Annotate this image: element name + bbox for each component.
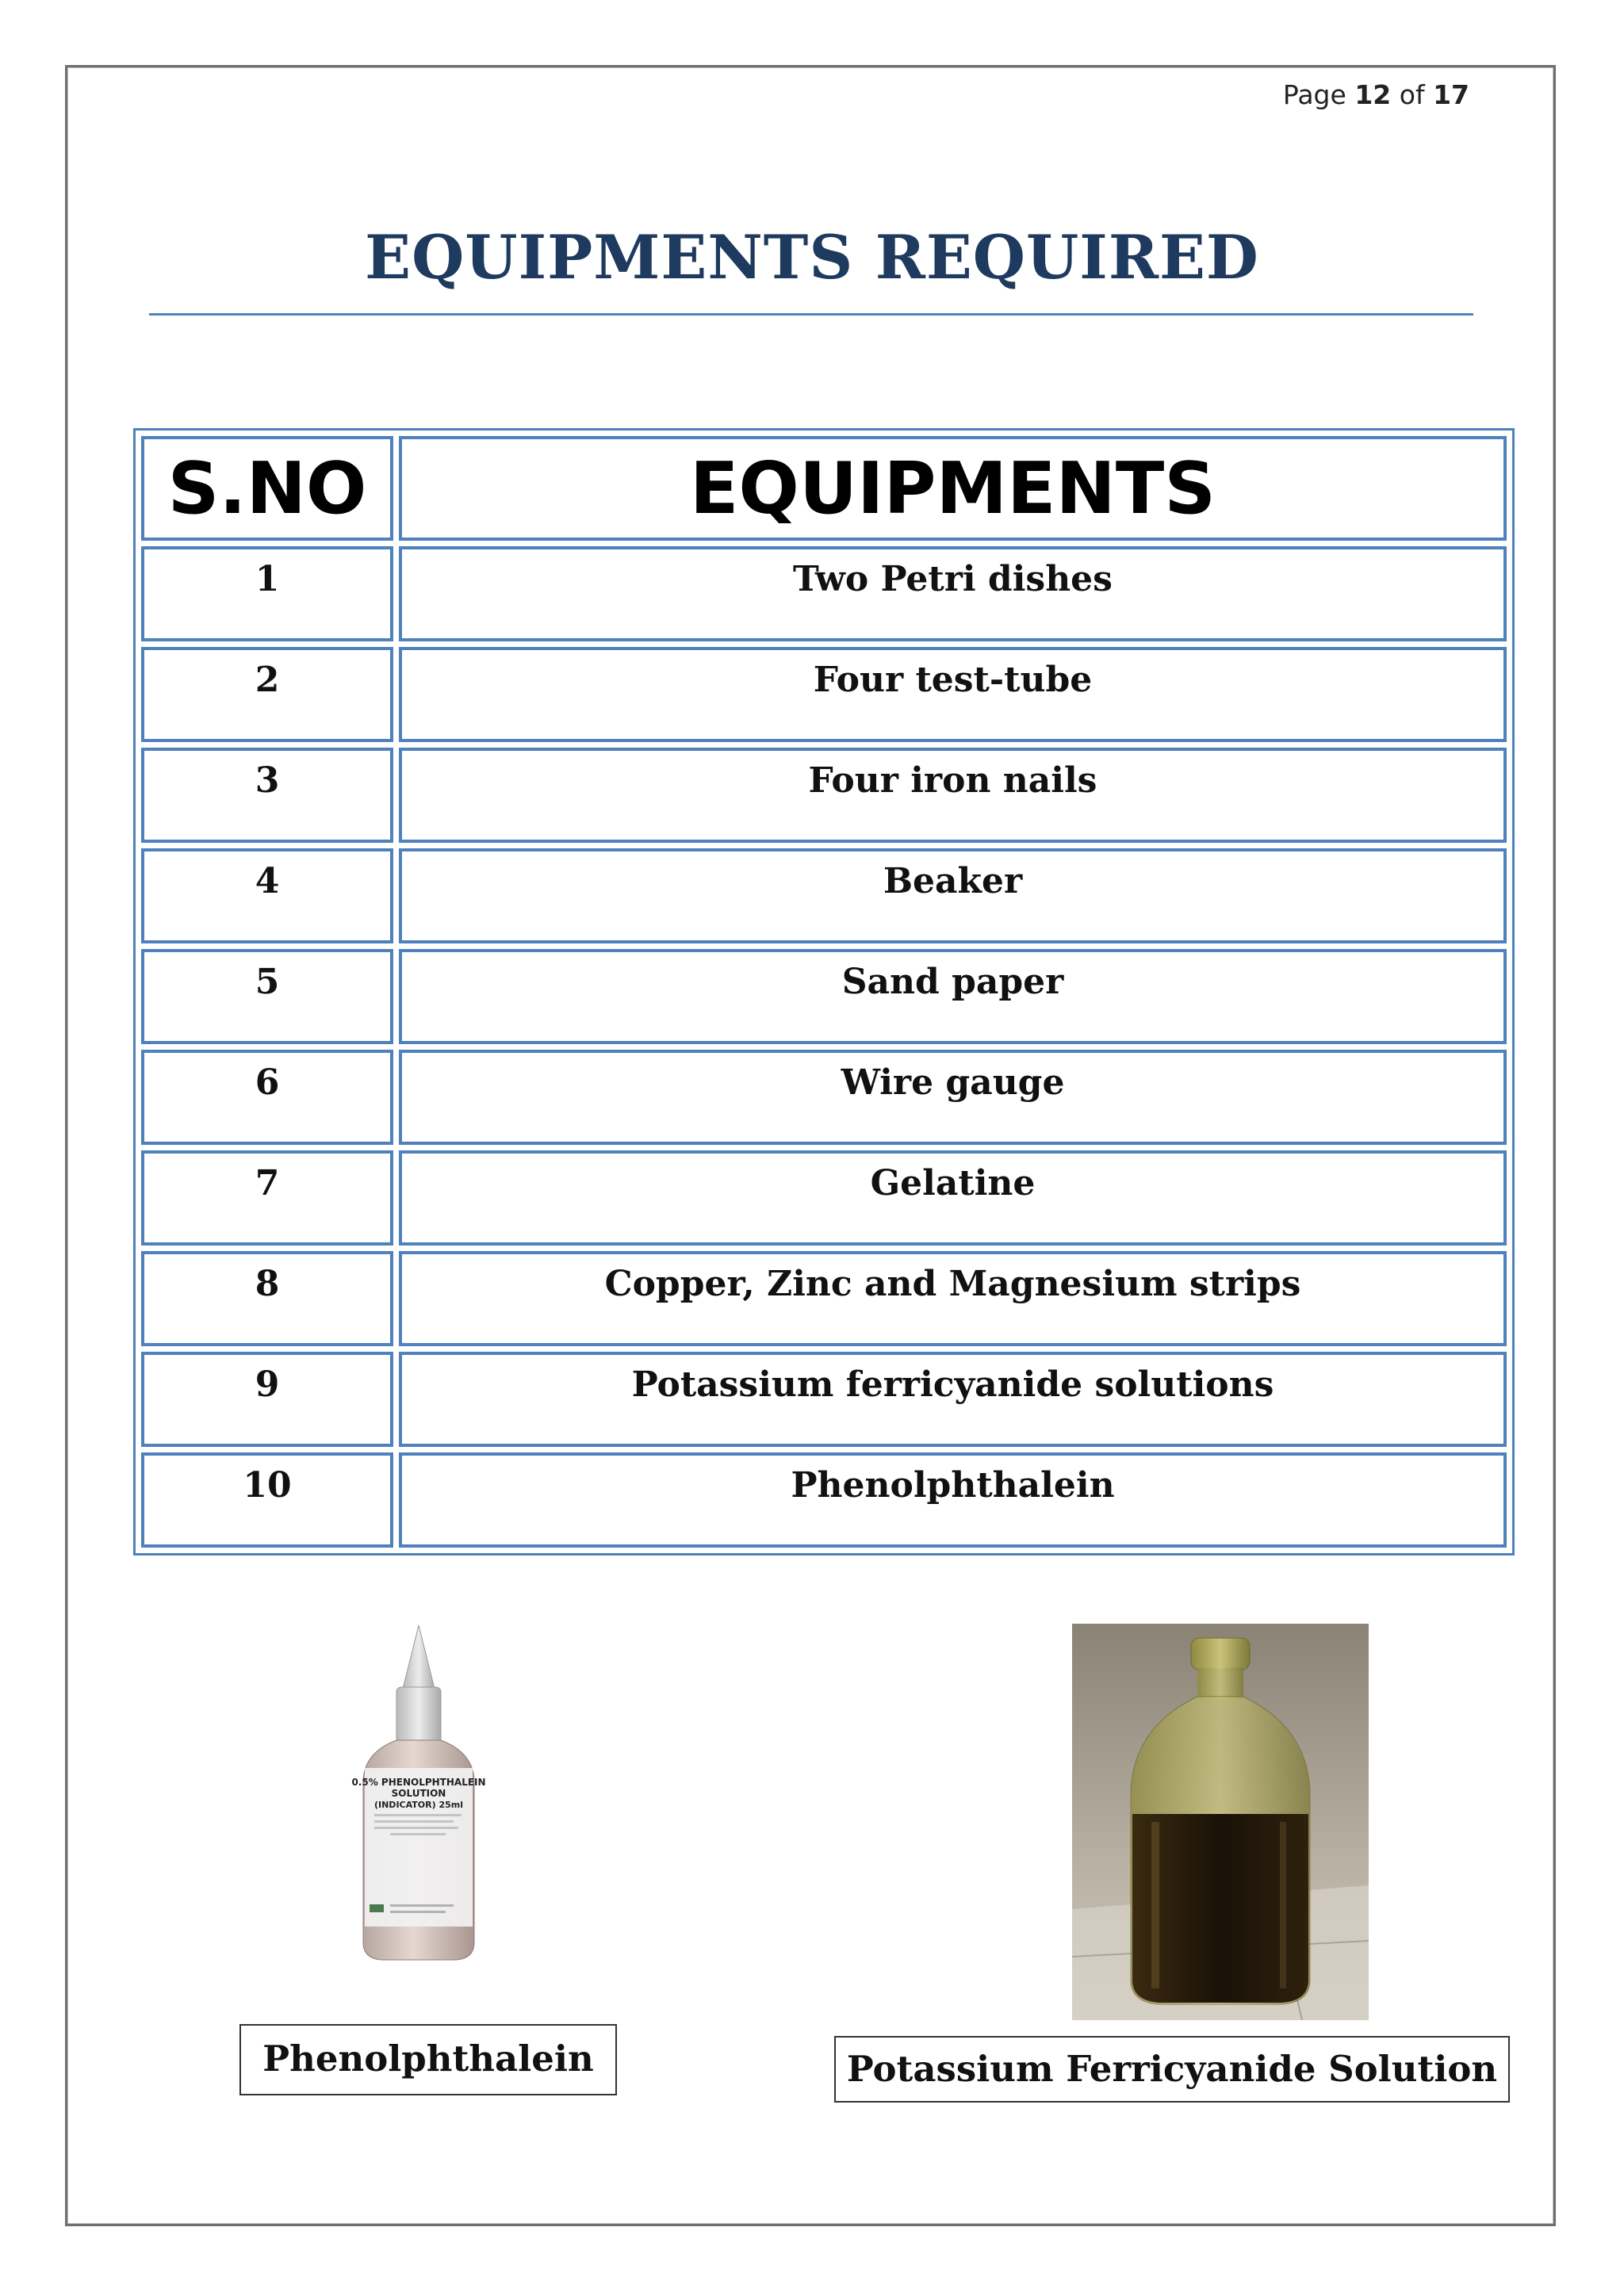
row-item: Sand paper (399, 949, 1507, 1044)
row-sno: 7 (141, 1150, 393, 1246)
page-title: EQUIPMENTS REQUIRED (365, 222, 1259, 293)
table-row (141, 1050, 1507, 1145)
row-sno: 10 (141, 1452, 393, 1548)
table-header-row (141, 436, 1507, 541)
phenolphthalein-caption: Phenolphthalein (239, 2024, 617, 2095)
row-item: Four test-tube (399, 647, 1507, 742)
page-of: of (1399, 79, 1425, 110)
table-row (141, 1150, 1507, 1246)
row-sno: 2 (141, 647, 393, 742)
row-item: Copper, Zinc and Magnesium strips (399, 1251, 1507, 1346)
page-number (1283, 79, 1469, 110)
row-sno: 5 (141, 949, 393, 1044)
table-row (141, 546, 1507, 641)
row-sno: 1 (141, 546, 393, 641)
row-item: Potassium ferricyanide solutions (399, 1352, 1507, 1447)
bottle-label-line-3: (INDICATOR) 25ml (373, 1800, 464, 1810)
table-row (141, 949, 1507, 1044)
header-sno: S.NO (141, 436, 393, 541)
phenolphthalein-bottle-image (317, 1609, 523, 1974)
row-item: Beaker (399, 848, 1507, 943)
row-item: Wire gauge (399, 1050, 1507, 1145)
table-row (141, 1251, 1507, 1346)
row-item: Gelatine (399, 1150, 1507, 1246)
equipment-table (133, 428, 1515, 1556)
bottle-label-line-1: 0.5% PHENOLPHTHALEIN (351, 1777, 486, 1788)
row-sno: 8 (141, 1251, 393, 1346)
row-item: Four iron nails (399, 748, 1507, 843)
row-sno: 9 (141, 1352, 393, 1447)
bottle-label-line-2: SOLUTION (391, 1788, 446, 1799)
table-row (141, 748, 1507, 843)
title-underline (149, 313, 1473, 316)
page-prefix: Page (1282, 79, 1346, 110)
row-sno: 3 (141, 748, 393, 843)
header-equipment: EQUIPMENTS (399, 436, 1507, 541)
potassium-ferricyanide-bottle-image (1072, 1624, 1369, 2020)
row-item: Phenolphthalein (399, 1452, 1507, 1548)
table-row (141, 1352, 1507, 1447)
row-sno: 4 (141, 848, 393, 943)
page-current: 12 (1354, 79, 1392, 110)
table-row (141, 848, 1507, 943)
table-row (141, 647, 1507, 742)
potassium-ferricyanide-caption: Potassium Ferricyanide Solution (834, 2036, 1510, 2103)
row-sno: 6 (141, 1050, 393, 1145)
table-row (141, 1452, 1507, 1548)
page-total: 17 (1433, 79, 1469, 110)
row-item: Two Petri dishes (399, 546, 1507, 641)
